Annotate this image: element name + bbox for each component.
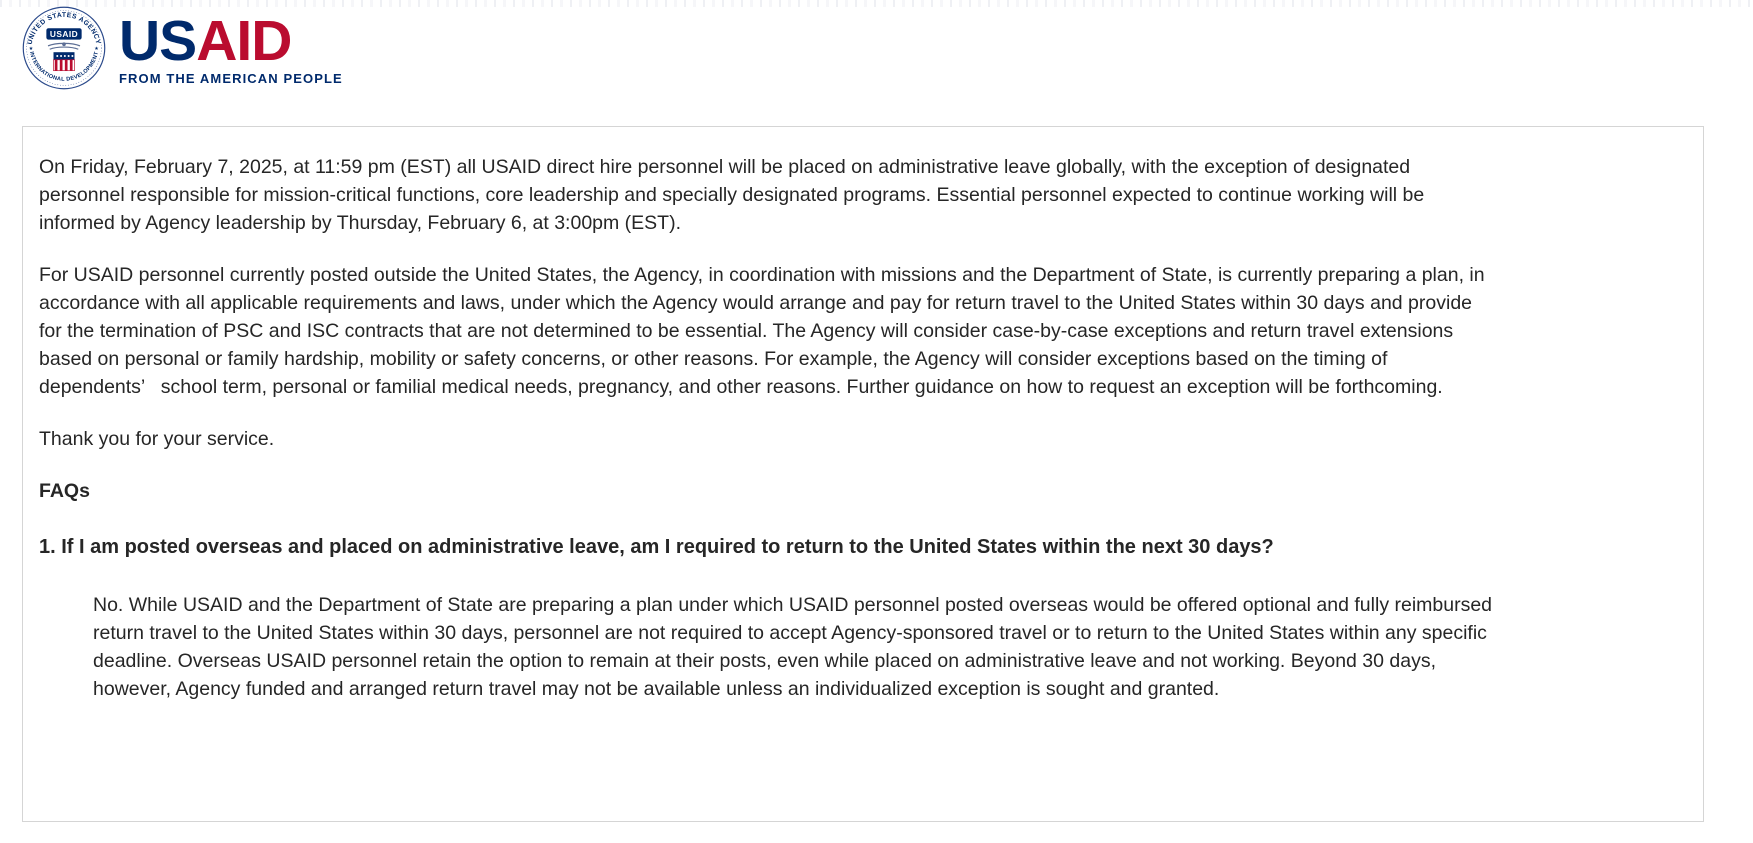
seal-star-left: ★ [28, 46, 34, 53]
wordmark-us: US [119, 9, 197, 73]
logo-tagline: FROM THE AMERICAN PEOPLE [119, 71, 343, 86]
notice-paragraph-2: For USAID personnel currently posted outside the United States, the Agency, in coordination with missions and the Department of State, is currently preparing a plan, in accordance with all applicable requirements and laws, under which the Agency would arrange and pay for return travel to the United States within 30 days and provide for the termination of PSC and ISC contracts that are not determined to be essential. The Agency will consider case-by-case exceptions and return travel extensions based on personal or family hardship, mobility or safety concerns, or other reasons. For example, the Agency will consider exceptions based on the timing of dependents’ school term, personal or familial medical needs, pregnancy, and other reasons. Further guidance on how to request an exception will be forthcoming. [39, 264, 1491, 398]
notice-paragraph-thanks: Thank you for your service. [39, 428, 275, 450]
usaid-seal-icon [22, 6, 106, 90]
wordmark-text [119, 9, 343, 73]
seal-shield-icon [54, 52, 75, 70]
wordmark-aid: AID [196, 9, 292, 73]
seal-text-bottom: INTERNATIONAL DEVELOPMENT [28, 51, 100, 83]
seal-text-top: UNITED STATES AGENCY [26, 11, 102, 46]
seal-star-right: ★ [94, 46, 99, 53]
faq-answer-1: No. While USAID and the Department of State are preparing a plan under which USAID personnel posted overseas would be offered optional and fully reimbursed return travel to the United States within 30 days, personnel are not required to accept Agency-sponsored travel or to return to the United States within any specific deadline. Overseas USAID personnel retain the option to remain at their posts, even while placed on administrative leave and not working. Beyond 30 days, however, Agency funded and arranged return travel may not be available unless an individualized exception is sought and granted. [93, 594, 1498, 700]
usaid-wordmark [119, 6, 343, 86]
seal-center-label: USAID [49, 28, 79, 39]
notice-paragraph-1: On Friday, February 7, 2025, at 11:59 pm (EST) all USAID direct hire personnel will be placed on administrative leave globally, with the exception of designated personnel responsible for mission-critical functions, core leadership and specially designated programs. Essential personnel expected to continue working will be informed by Agency leadership by Thursday, February 6, at 3:00pm (EST). [39, 156, 1430, 234]
faq-question-1: 1. If I am posted overseas and placed on administrative leave, am I required to return to the United States within the next 30 days? [39, 536, 1274, 558]
notice-panel [22, 126, 1704, 822]
faqs-heading: FAQs [39, 480, 90, 502]
usaid-logo[interactable] [22, 6, 343, 90]
